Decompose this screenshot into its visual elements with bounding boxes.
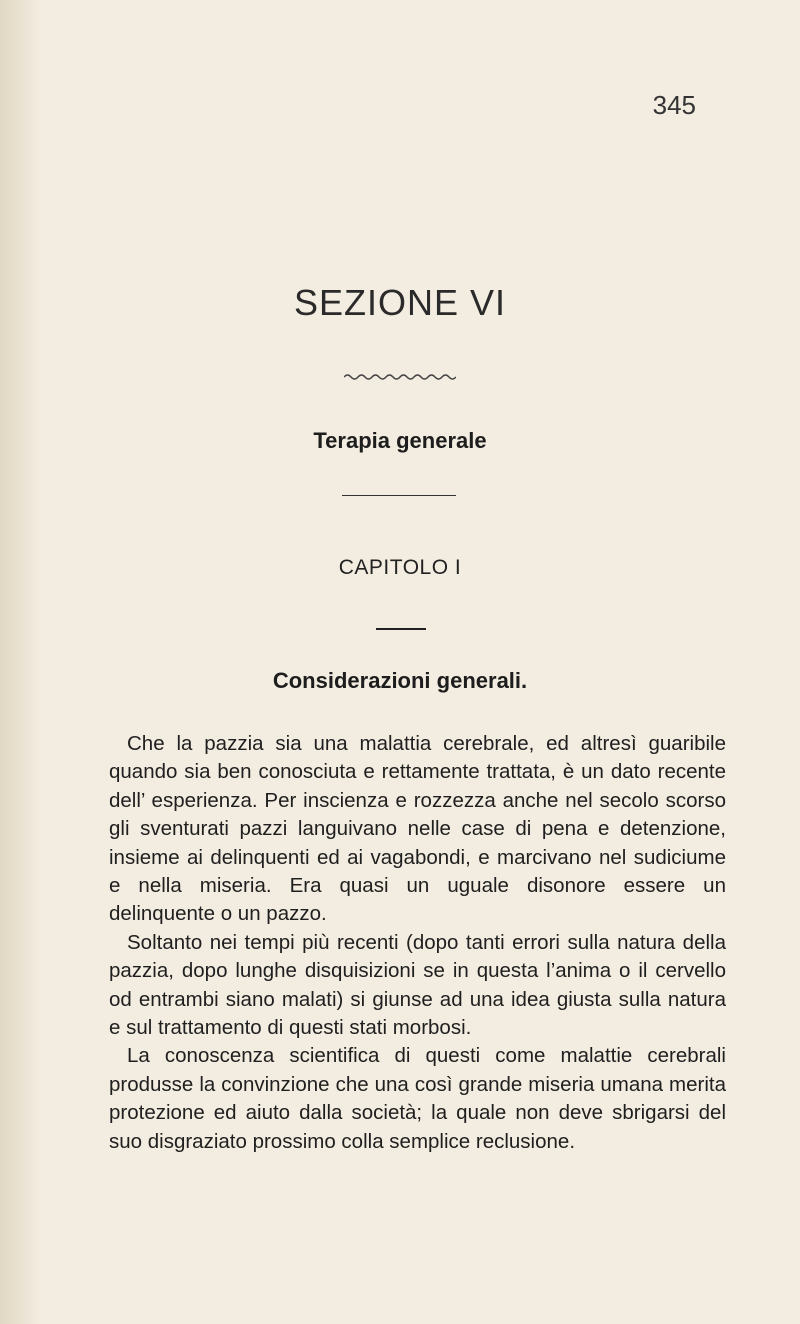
section-title: SEZIONE VI (293, 282, 507, 323)
chapter-subtitle: Considerazioni generali. (272, 668, 528, 693)
paragraph: La conoscenza scientifica di questi come malattie cerebrali produsse la convinzione che una così grande miseria umana merita protezione ed aiuto dalla società; la quale non deve sbrigarsi del suo disgraziato prossimo colla semplice reclusione. (109, 1044, 726, 1153)
body-text (109, 730, 726, 1156)
divider-rule (342, 495, 456, 496)
paragraph: Soltanto nei tempi più recenti (dopo tanti errori sulla natura della pazzia, dopo lunghe disquisizioni se in questa l’anima o il cervello od entrambi siano malati) si giunse ad una idea giusta sulla natura e sul trattamento di questi stati morbosi. (109, 930, 726, 1040)
chapter-title: CAPITOLO I (338, 556, 462, 579)
wavy-rule-ornament (344, 373, 456, 381)
page-number: 345 (652, 90, 696, 120)
paragraph: Che la pazzia sia una malattia cerebrale, ed altresì guaribile quando sia ben conosciuta e rettamente trattata, è un dato recente dell’ esperienza. Per inscienza e rozzezza anche nel secolo scorso gli sventurati pazzi languivano nelle case di pena e detenzione, insieme ai delinquenti ed ai vagabondi, e marcivano nel sudiciume e nella miseria. Era quasi un uguale disonore essere un delinquente o un pazzo. (109, 732, 726, 926)
short-divider-rule (376, 628, 426, 630)
section-subtitle: Terapia generale (313, 428, 487, 453)
